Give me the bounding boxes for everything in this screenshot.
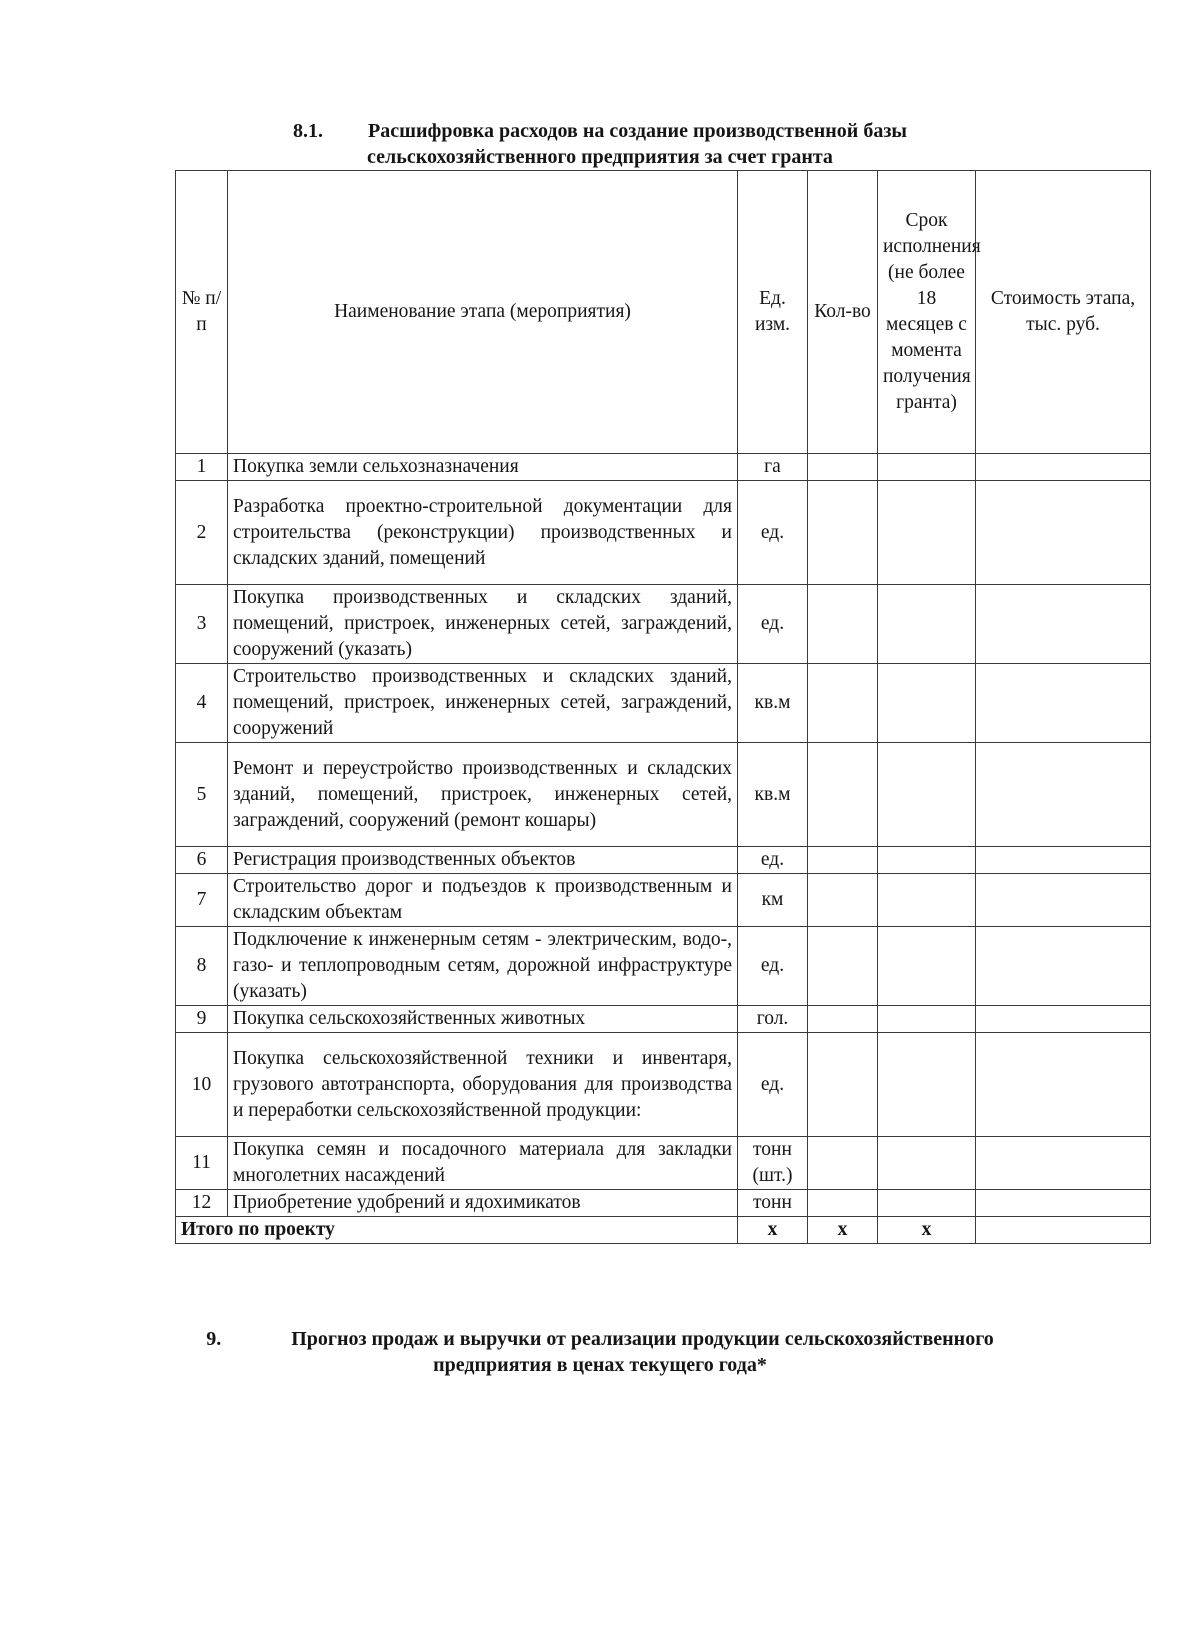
row-qty [808,1006,878,1033]
header-num: № п/п [176,171,228,454]
row-cost [976,1033,1151,1137]
row-name: Разработка проектно-строительной документации для строительства (реконструкции) производственных и складских зданий, помещений [228,481,738,585]
total-row [176,1217,1151,1244]
table-row [176,1033,1151,1137]
row-cost [976,927,1151,1006]
row-unit: тонн [738,1190,808,1217]
table-row [176,1190,1151,1217]
row-name: Приобретение удобрений и ядохимикатов [228,1190,738,1217]
table-row [176,585,1151,664]
row-cost [976,454,1151,481]
row-qty [808,1033,878,1137]
row-term [878,1033,976,1137]
row-cost [976,1006,1151,1033]
row-cost [976,1137,1151,1190]
row-name: Покупка сельскохозяйственных животных [228,1006,738,1033]
row-num: 5 [176,743,228,847]
row-num: 4 [176,664,228,743]
header-unit: Ед. изм. [738,171,808,454]
row-term [878,454,976,481]
row-term [878,481,976,585]
row-unit: ед. [738,847,808,874]
row-unit: ед. [738,481,808,585]
row-num: 6 [176,847,228,874]
row-term [878,847,976,874]
row-name: Строительство дорог и подъездов к производственным и складским объектам [228,874,738,927]
table-row [176,481,1151,585]
row-num: 11 [176,1137,228,1190]
row-cost [976,585,1151,664]
row-cost [976,664,1151,743]
header-cost: Стоимость этапа, тыс. руб. [976,171,1151,454]
row-term [878,664,976,743]
row-num: 2 [176,481,228,585]
row-qty [808,664,878,743]
row-term [878,1190,976,1217]
row-num: 8 [176,927,228,1006]
header-term: Срок исполнения (не более 18 месяцев с момента получения гранта) [878,171,976,454]
row-name: Покупка семян и посадочного материала для закладки многолетних насаждений [228,1137,738,1190]
table-row [176,743,1151,847]
table-row [176,847,1151,874]
table-header-row [176,171,1151,454]
table-row [176,874,1151,927]
section-title-line2: сельскохозяйственного предприятия за счет гранта [367,146,833,168]
row-unit: ед. [738,927,808,1006]
row-num: 7 [176,874,228,927]
row-cost [976,743,1151,847]
row-num: 9 [176,1006,228,1033]
row-unit: га [738,454,808,481]
row-term [878,1006,976,1033]
row-cost [976,847,1151,874]
row-unit: тонн (шт.) [738,1137,808,1190]
row-cost [976,874,1151,927]
section-title-line1: Расшифровка расходов на создание производственной базы [368,120,907,142]
row-qty [808,927,878,1006]
total-unit: х [738,1217,808,1244]
row-name: Подключение к инженерным сетям - электрическим, водо-, газо- и теплопроводным сетям, дорожной инфраструктуре (указать) [228,927,738,1006]
row-num: 10 [176,1033,228,1137]
row-term [878,874,976,927]
row-qty [808,481,878,585]
row-name: Покупка сельскохозяйственной техники и инвентаря, грузового автотранспорта, оборудования для производства и переработки сельскохозяйственной продукции: [228,1033,738,1137]
row-term [878,585,976,664]
row-name: Покупка земли сельхозназначения [228,454,738,481]
row-name: Ремонт и переустройство производственных и складских зданий, помещений, пристроек, инженерных сетей, заграждений, сооружений (ремонт кошары) [228,743,738,847]
row-unit: гол. [738,1006,808,1033]
row-unit: кв.м [738,664,808,743]
expenses-table [175,170,1151,1244]
row-qty [808,847,878,874]
row-qty [808,1137,878,1190]
total-label: Итого по проекту [176,1217,738,1244]
section-title-line2: предприятия в ценах текущего года* [433,1354,767,1376]
table-row [176,454,1151,481]
row-num: 3 [176,585,228,664]
table-row [176,1006,1151,1033]
row-unit: ед. [738,1033,808,1137]
row-qty [808,874,878,927]
row-term [878,1137,976,1190]
table-row [176,927,1151,1006]
section-number: 9. [206,1328,222,1350]
row-qty [808,454,878,481]
row-cost [976,1190,1151,1217]
section-9-heading [0,1326,1200,1378]
section-number: 8.1. [293,120,324,142]
row-qty [808,585,878,664]
section-8-1-heading [0,118,1200,170]
row-name: Покупка производственных и складских зданий, помещений, пристроек, инженерных сетей, заграждений, сооружений (указать) [228,585,738,664]
table-row [176,1137,1151,1190]
total-qty: х [808,1217,878,1244]
table-row [176,664,1151,743]
row-num: 12 [176,1190,228,1217]
row-unit: км [738,874,808,927]
row-name: Строительство производственных и складских зданий, помещений, пристроек, инженерных сетей, заграждений, сооружений [228,664,738,743]
row-qty [808,1190,878,1217]
row-term [878,743,976,847]
header-name: Наименование этапа (мероприятия) [228,171,738,454]
row-term [878,927,976,1006]
section-title-line1: Прогноз продаж и выручки от реализации продукции сельскохозяйственного [291,1328,994,1350]
row-cost [976,481,1151,585]
row-num: 1 [176,454,228,481]
total-cost [976,1217,1151,1244]
row-unit: кв.м [738,743,808,847]
header-qty: Кол-во [808,171,878,454]
total-term: х [878,1217,976,1244]
row-qty [808,743,878,847]
row-name: Регистрация производственных объектов [228,847,738,874]
row-unit: ед. [738,585,808,664]
